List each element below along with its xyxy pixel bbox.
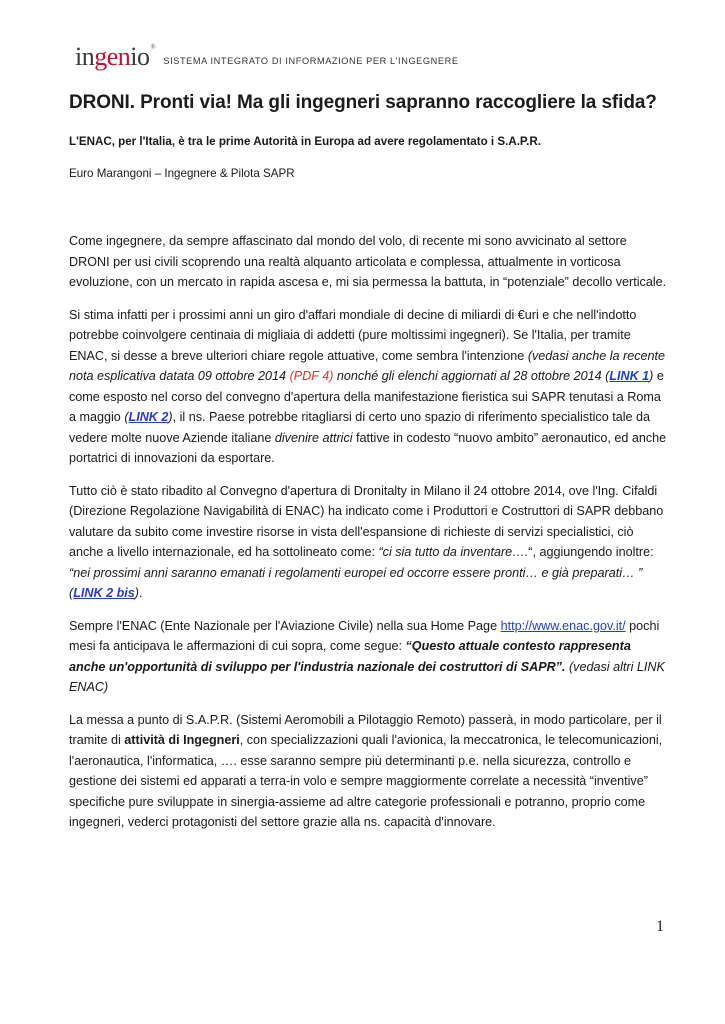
article-title: DRONI. Pronti via! Ma gli ingegneri sapranno raccogliere la sfida? bbox=[69, 92, 657, 113]
text-run: ) bbox=[168, 410, 173, 424]
paragraph-4 bbox=[69, 616, 669, 698]
text-run: attività di Ingegneri bbox=[124, 733, 240, 747]
link-2[interactable]: LINK 2 bbox=[128, 410, 169, 424]
link-2-bis[interactable]: LINK 2 bis bbox=[73, 586, 135, 600]
text-run: ) bbox=[134, 586, 139, 600]
enac-quote: “Questo attuale contesto rappresenta anche un'opportunità di sviluppo per l'industria nazionale dei costruttori di SAPR”. bbox=[69, 639, 631, 674]
text-run: fattive in codesto “nuovo ambito” aeronautico, ed anche portatrici di innovazioni da esportare. bbox=[69, 430, 667, 465]
ingenio-logo bbox=[75, 44, 155, 70]
registered-mark: ® bbox=[150, 43, 156, 51]
text-run: La messa a punto di S.A.P.R. (Sistemi Aeromobili a Pilotaggio Remoto) passerà, in modo particolare, per il tramite di bbox=[69, 712, 662, 747]
text-run: , con specializzazioni quali l'avionica, la meccatronica, le telecomunicazioni, l'aeronautica, l'informatica, …. esse saranno sempre più determinanti p.e. nella sicurezza, controllo e gestione dei sistemi ed apparati a terra-in volo e sempre maggiormente correlate a necessità “inventive” specifiche pure sviluppate in sinergia-assieme ad altre categorie professionali e potranno, proprio come ingegneri, vederci protagonisti del settore grazie alla ns. capacità d'innovare. bbox=[69, 733, 663, 829]
enac-url-link[interactable]: http://www.enac.gov.it/ bbox=[500, 618, 626, 633]
text-run: nonché gli elenchi aggiornati al 28 ottobre 2014 ( bbox=[333, 369, 610, 383]
paragraph-3 bbox=[69, 481, 669, 604]
text-run: pochi mesi fa anticipava le affermazioni di cui sopra, come segue: bbox=[69, 618, 660, 653]
logo-part: io bbox=[130, 42, 150, 71]
logo-part: in bbox=[75, 42, 95, 71]
text-run: divenire attrici bbox=[274, 430, 353, 445]
text-run: ) bbox=[649, 369, 654, 383]
text-run: ( bbox=[124, 410, 129, 424]
paragraph-1: Come ingegnere, da sempre affascinato dal mondo del volo, di recente mi sono avvicinato al settore DRONI per usi civili scoprendo una realtà alquanto articolata e complessa, attualmente in vorticosa evoluzione, con un mercato in rapida ascesa e, mi sia permessa la battuta, in “potenziale” decollo verticale. bbox=[69, 234, 667, 289]
text-run: (vedasi altri LINK ENAC) bbox=[69, 659, 665, 694]
article-author: Euro Marangoni – Ingegnere & Pilota SAPR bbox=[69, 167, 295, 180]
text-run: Si stima infatti per i prossimi anni un giro d'affari mondiale di decine di miliardi di €uri e che nell'indotto potrebbe coinvolgere centinaia di migliaia di addetti (pure moltissimi ingegneri). Se l'Italia, per tramite ENAC, si desse a breve ulteriori chiare regole attuative, come sembra l'intenzione bbox=[69, 307, 637, 363]
text-run: “ci sia tutto da inventare…. bbox=[378, 545, 529, 559]
header bbox=[75, 44, 459, 70]
pdf-4-link[interactable]: (PDF 4) bbox=[289, 369, 334, 383]
text-run: “, aggiungendo inoltre: bbox=[528, 545, 654, 559]
text-run: (vedasi anche la recente nota esplicativa datata 09 ottobre 2014 bbox=[69, 348, 666, 383]
text-run: . bbox=[139, 586, 143, 600]
article-body bbox=[69, 231, 669, 845]
text-run: Sempre l'ENAC (Ente Nazionale per l'Aviazione Civile) nella sua Home Page bbox=[69, 618, 501, 633]
paragraph-2 bbox=[69, 305, 669, 469]
text-run: , il ns. Paese potrebbe ritagliarsi di certo uno spazio di riferimento specialistico tale da vedere molte nuove Aziende italiane bbox=[69, 410, 651, 445]
text-run: “nei prossimi anni saranno emanati i regolamenti europei ed occorre essere pronti… e già preparati… ” ( bbox=[69, 565, 643, 600]
article-subtitle: L'ENAC, per l'Italia, è tra le prime Autorità in Europa ad avere regolamentato i S.A.P.R. bbox=[69, 135, 541, 148]
header-tagline: SISTEMA INTEGRATO DI INFORMAZIONE PER L'INGEGNERE bbox=[163, 56, 459, 66]
page-number: 1 bbox=[656, 918, 664, 935]
link-1[interactable]: LINK 1 bbox=[609, 369, 650, 383]
text-run: Tutto ciò è stato ribadito al Convegno d'apertura di Dronitalty in Milano il 24 ottobre 2014, ove l'Ing. Cifaldi (Direzione Regolazione Navigabilità di ENAC) ha indicato come i Produttori e Costruttori di SAPR debbano valutare da subito come investire risorse in vista dell'espansione di richieste di servizi specialistici, ciò anche a livello internazionale, ed ha sottolineato come: bbox=[69, 483, 664, 559]
logo-part: gen bbox=[94, 42, 131, 71]
text-run: e come esposto nel corso del convegno d'apertura della manifestazione fieristica sui SAPR tenutasi a Roma a maggio bbox=[69, 369, 664, 424]
paragraph-5 bbox=[69, 710, 669, 833]
